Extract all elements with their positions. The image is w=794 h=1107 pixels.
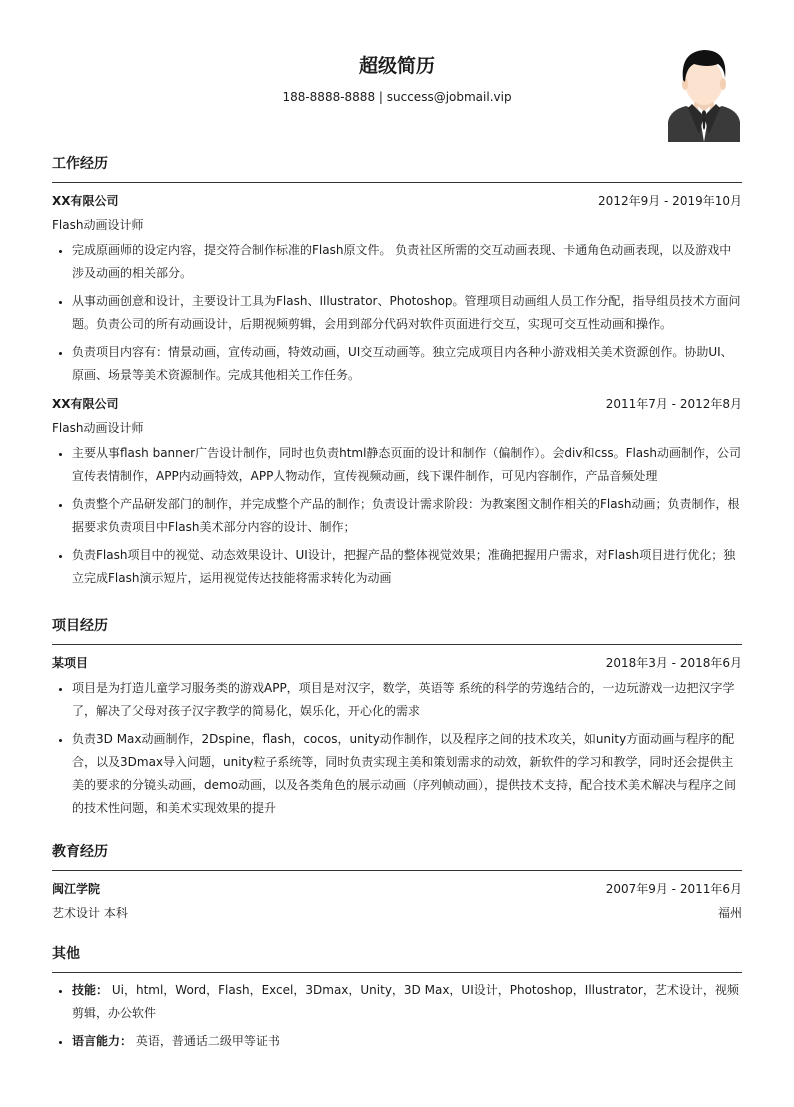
work-entry-1 (52, 189, 742, 387)
list-item: • 项目是为打造儿童学习服务类的游戏APP，项目是对汉字，数学，英语等 系统的科学的劳逸结合的，一边玩游戏一边把汉字学了，解决了父母对孩子汉字教学的简易化，娱乐化，开心化的需求 (72, 677, 742, 723)
list-item: • 完成原画师的设定内容，提交符合制作标准的Flash原文件。 负责社区所需的交互动画表现、卡通角色动画表现，以及游戏中涉及动画的相关部分。 (72, 239, 742, 285)
language-label: 语言能力： (72, 1034, 133, 1048)
company-name: XX有限公司 (52, 397, 119, 411)
job-role: Flash动画设计师 (52, 218, 144, 232)
education-section (52, 842, 742, 925)
work-section (52, 154, 742, 595)
work-section-title: 工作经历 (52, 154, 742, 183)
candidate-name: 超级简历 (358, 55, 435, 77)
list-item: • 负责Flash项目中的视觉、动态效果设计、UI设计，把握产品的整体视觉效果；准确把握用户需求，对Flash项目进行优化；独立完成Flash演示短片，运用视觉传达技能将需求转化为动画 (72, 544, 742, 590)
avatar-icon (668, 44, 740, 142)
job-date: 2011年7月 - 2012年8月 (605, 397, 742, 411)
company-name: XX有限公司 (52, 194, 119, 208)
contact-info: 188-8888-8888 | success@jobmail.vip (282, 90, 512, 104)
work-entry-2 (52, 392, 742, 590)
project-name: 某项目 (52, 656, 89, 670)
education-date: 2007年9月 - 2011年6月 (605, 882, 742, 896)
list-item: • 负责3D Max动画制作，2Dspine，flash，cocos，unity动作制作，以及程序之间的技术攻关，如unity方面动画与程序的配合，以及3Dmax导入问题，unity粒子系统等，同时负责实现主美和策划需求的动效，新软件的学习和教学，同时还会提供主美的要求的分镜头动画，demo动画，以及各类角色的展示动画（序列帧动画），提供技术支持，配合技术美术解决与程序之间的技术性问题，和美术实现效果的提升 (72, 728, 742, 820)
project-date: 2018年3月 - 2018年6月 (605, 656, 742, 670)
list-item: • 从事动画创意和设计，主要设计工具为Flash、Illustrator、Photoshop。管理项目动画组人员工作分配，指导组员技术方面问题。负责公司的所有动画设计，后期视频剪辑，会用到部分代码对软件页面进行交互，实现可交互性动画和操作。 (72, 290, 742, 336)
major-degree: 艺术设计 本科 (52, 906, 128, 920)
city: 福州 (717, 906, 742, 920)
other-section-title: 其他 (52, 944, 742, 973)
project-section-title: 项目经历 (52, 616, 742, 645)
skills-value: Ui，html，Word，Flash，Excel，3Dmax，Unity，3D Max，UI设计，Photoshop，Illustrator，艺术设计，视频剪辑，办公软件 (72, 983, 739, 1020)
list-item: • 负责项目内容有：情景动画，宣传动画，特效动画，UI交互动画等。独立完成项目内各种小游戏相关美术资源创作。协助UI、原画、场景等美术资源制作。完成其他相关工作任务。 (72, 341, 742, 387)
skills-item (72, 979, 742, 1025)
job-role: Flash动画设计师 (52, 421, 144, 435)
resume-header (52, 50, 742, 106)
list-item: • 主要从事flash banner广告设计制作，同时也负责html静态页面的设计和制作（偏制作）。会div和css。Flash动画制作，公司宣传表情制作，APP内动画特效，APP人物动作，宣传视频动画，线下课件制作，可见内容制作，产品音频处理 (72, 442, 742, 488)
language-item (72, 1030, 742, 1053)
list-item: • 负责整个产品研发部门的制作，并完成整个产品的制作；负责设计需求阶段：为教案图文制作相关的Flash动画；负责制作，根据要求负责项目中Flash美术部分内容的设计、制作； (72, 493, 742, 539)
skills-label: 技能： (72, 983, 109, 997)
school-name: 闽江学院 (52, 882, 101, 896)
other-section (52, 944, 742, 1058)
job-date: 2012年9月 - 2019年10月 (598, 194, 742, 208)
project-section (52, 616, 742, 825)
education-section-title: 教育经历 (52, 842, 742, 871)
language-value: 英语，普通话二级甲等证书 (135, 1034, 280, 1048)
